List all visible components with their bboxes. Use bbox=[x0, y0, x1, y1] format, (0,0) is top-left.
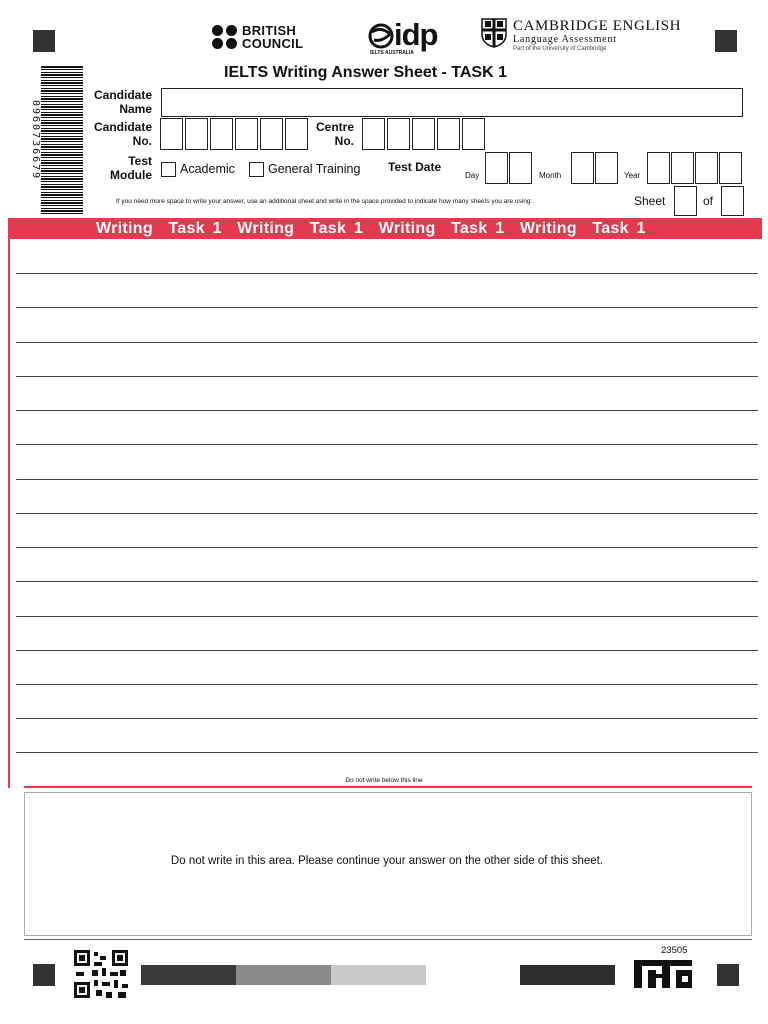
answer-line bbox=[16, 650, 758, 651]
day-digit-box[interactable] bbox=[509, 152, 532, 184]
do-not-write-area-text: Do not write in this area. Please continue your answer on the other side of this sheet. bbox=[170, 855, 604, 867]
form-id-mark-icon bbox=[634, 960, 692, 988]
year-digit-box[interactable] bbox=[671, 152, 694, 184]
candidate-no-digit-box[interactable] bbox=[260, 118, 283, 150]
answer-line bbox=[16, 273, 758, 274]
left-margin-red-line bbox=[8, 239, 10, 788]
idp-text: idp bbox=[394, 17, 438, 52]
academic-checkbox[interactable] bbox=[161, 162, 176, 177]
test-module-label-line2: Module bbox=[110, 168, 152, 182]
british-council-dots-icon bbox=[212, 25, 238, 49]
month-digit-box[interactable] bbox=[571, 152, 594, 184]
centre-no-digit-box[interactable] bbox=[362, 118, 385, 150]
form-code: 23505 bbox=[661, 945, 688, 956]
footer-divider bbox=[24, 939, 752, 940]
candidate-barcode bbox=[29, 66, 83, 214]
candidate-name-label bbox=[86, 88, 152, 116]
academic-label: Academic bbox=[180, 162, 235, 176]
centre-no-label-line1: Centre bbox=[315, 120, 354, 134]
answer-line bbox=[16, 376, 758, 377]
answer-line bbox=[16, 752, 758, 753]
idp-globe-icon bbox=[368, 22, 394, 50]
centre-no-digit-box[interactable] bbox=[462, 118, 485, 150]
idp-subtitle: IELTS AUSTRALIA bbox=[370, 50, 414, 56]
month-label: Month bbox=[539, 171, 562, 180]
candidate-name-label-line2: Name bbox=[119, 102, 152, 116]
do-not-write-below-note: Do not write below this line bbox=[345, 777, 423, 784]
centre-no-digit-box[interactable] bbox=[412, 118, 435, 150]
british-council-line2: COUNCIL bbox=[242, 36, 304, 51]
extra-sheet-instruction: If you need more space to write your answer, use an additional sheet and write in the space provided to indicate how many sheets you are using: bbox=[116, 198, 533, 205]
cambridge-subtitle: Language Assessment bbox=[513, 34, 617, 45]
year-label: Year bbox=[624, 171, 641, 180]
cambridge-title: CAMBRIDGE ENGLISH bbox=[513, 18, 682, 34]
candidate-name-label-line1: Candidate bbox=[93, 88, 152, 102]
answer-line bbox=[16, 684, 758, 685]
year-digit-box[interactable] bbox=[647, 152, 670, 184]
british-council-logo bbox=[212, 24, 303, 50]
cambridge-logo bbox=[481, 18, 681, 53]
day-digit-box[interactable] bbox=[485, 152, 508, 184]
timing-strip bbox=[236, 965, 331, 985]
registration-mark-top-left bbox=[33, 30, 55, 52]
answer-line bbox=[16, 718, 758, 719]
general-training-checkbox[interactable] bbox=[249, 162, 264, 177]
idp-logo bbox=[368, 17, 438, 56]
candidate-no-digit-box[interactable] bbox=[285, 118, 308, 150]
test-module-label bbox=[86, 154, 152, 182]
general-training-label: General Training bbox=[268, 162, 361, 176]
test-date-label: Test Date bbox=[388, 160, 442, 174]
timing-strip bbox=[520, 965, 615, 985]
sheet-number-box[interactable] bbox=[674, 186, 697, 216]
month-digit-box[interactable] bbox=[595, 152, 618, 184]
answer-line bbox=[16, 581, 758, 582]
writing-task-band bbox=[8, 218, 762, 239]
candidate-no-digit-box[interactable] bbox=[160, 118, 183, 150]
candidate-no-label-line2: No. bbox=[132, 134, 152, 148]
sheet-label: Sheet bbox=[634, 194, 666, 208]
british-council-line1: BRITISH bbox=[242, 23, 297, 38]
candidate-no-label-line1: Candidate bbox=[93, 120, 152, 134]
answer-line bbox=[16, 479, 758, 480]
answer-line bbox=[16, 547, 758, 548]
centre-no-label bbox=[306, 120, 354, 148]
year-digit-box[interactable] bbox=[719, 152, 742, 184]
of-label: of bbox=[703, 194, 714, 208]
candidate-no-digit-box[interactable] bbox=[185, 118, 208, 150]
candidate-name-field[interactable] bbox=[161, 88, 743, 117]
registration-mark-bottom-right bbox=[717, 964, 739, 986]
answer-line bbox=[16, 444, 758, 445]
answer-line bbox=[16, 307, 758, 308]
page-title: IELTS Writing Answer Sheet - TASK 1 bbox=[224, 64, 507, 81]
total-sheets-box[interactable] bbox=[721, 186, 744, 216]
registration-mark-bottom-left bbox=[33, 964, 55, 986]
centre-no-digit-box[interactable] bbox=[437, 118, 460, 150]
qr-code-icon bbox=[74, 950, 128, 998]
year-digit-box[interactable] bbox=[695, 152, 718, 184]
day-label: Day bbox=[465, 171, 480, 180]
registration-mark-top-right bbox=[715, 30, 737, 52]
answer-line bbox=[16, 513, 758, 514]
centre-no-digit-box[interactable] bbox=[387, 118, 410, 150]
candidate-no-digit-box[interactable] bbox=[210, 118, 233, 150]
answer-line bbox=[16, 616, 758, 617]
timing-strip bbox=[141, 965, 236, 985]
candidate-no-digit-box[interactable] bbox=[235, 118, 258, 150]
barcode-digits: 0960736679 bbox=[30, 99, 41, 181]
answer-line bbox=[16, 410, 758, 411]
bottom-red-line bbox=[24, 786, 752, 788]
centre-no-label-line2: No. bbox=[334, 134, 354, 148]
writing-task-band-text: Writing Task 1 Writing Task 1 Writing Task 1 Writing Task 1 bbox=[96, 219, 646, 237]
candidate-no-label bbox=[86, 120, 152, 148]
timing-strip bbox=[331, 965, 426, 985]
answer-line bbox=[16, 342, 758, 343]
test-module-label-line1: Test bbox=[128, 154, 152, 168]
cambridge-shield-icon bbox=[481, 18, 507, 48]
cambridge-tagline: Part of the University of Cambridge bbox=[513, 46, 607, 52]
barcode-bars bbox=[41, 66, 83, 214]
